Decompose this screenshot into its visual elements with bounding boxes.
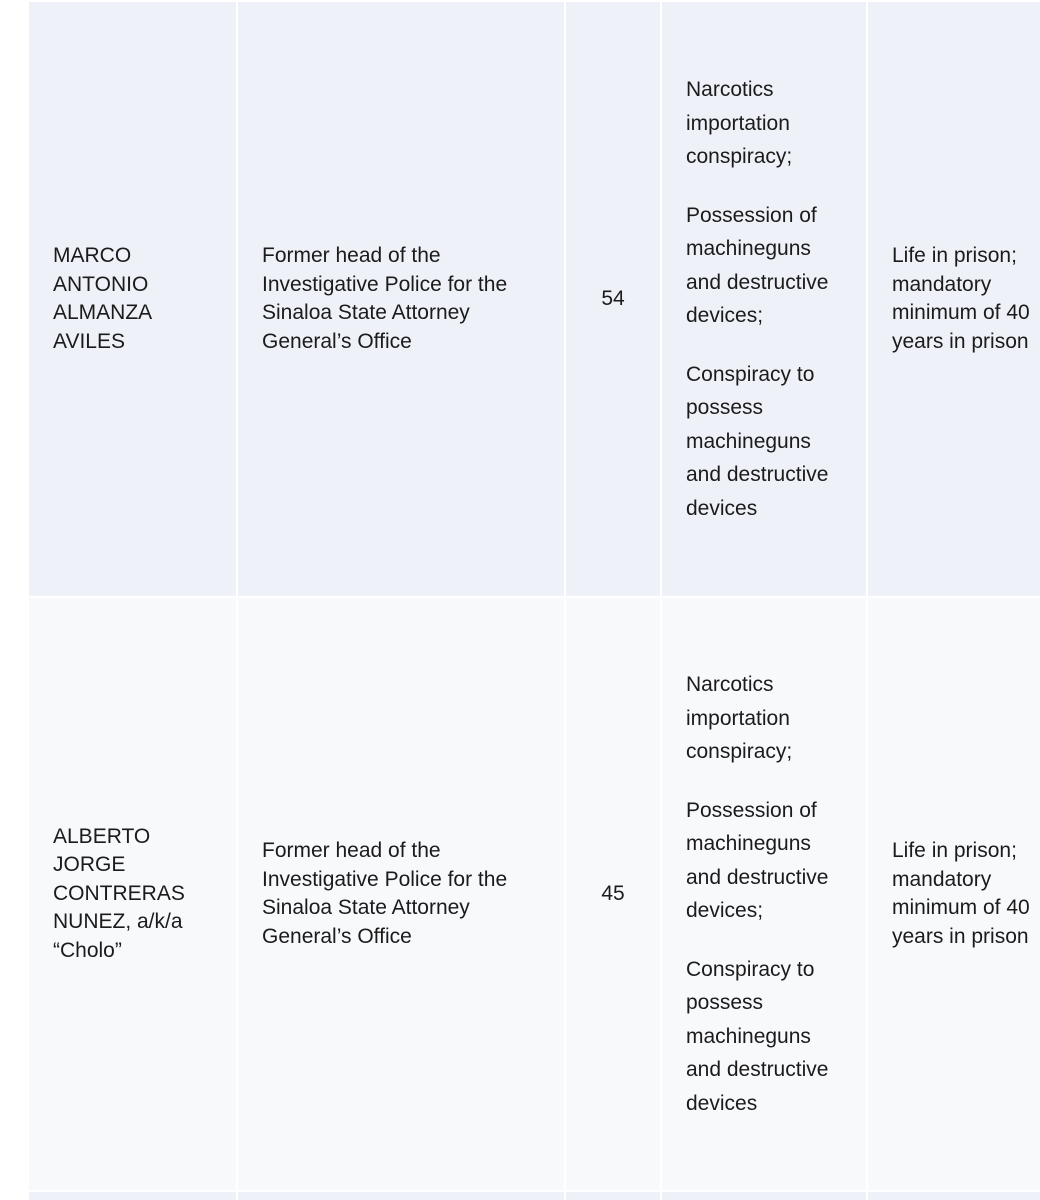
empty-cell bbox=[28, 1191, 237, 1200]
table-row bbox=[28, 597, 1040, 1191]
charge-item: Narcotics importation conspiracy; bbox=[686, 673, 793, 763]
charge-item: Conspiracy to possess machineguns and destructive devices bbox=[686, 957, 829, 1115]
age-cell: 54 bbox=[565, 1, 661, 597]
empty-cell bbox=[661, 1191, 867, 1200]
defendant-name-cell: MARCO ANTONIO ALMANZA AVILES bbox=[28, 1, 237, 597]
empty-cell bbox=[237, 1191, 565, 1200]
penalty-cell: Life in prison; mandatory minimum of 40 years in prison bbox=[867, 597, 1040, 1191]
charges-cell bbox=[661, 1, 867, 597]
position-cell: Former head of the Investigative Police for the Sinaloa State Attorney General’s Office bbox=[237, 597, 565, 1191]
empty-cell bbox=[867, 1191, 1040, 1200]
charge-item: Narcotics importation conspiracy; bbox=[686, 78, 793, 168]
charge-item: Possession of machineguns and destructive devices; bbox=[686, 203, 829, 327]
charge-item: Possession of machineguns and destructive devices; bbox=[686, 798, 829, 922]
empty-cell bbox=[565, 1191, 661, 1200]
charges-cell bbox=[661, 597, 867, 1191]
penalty-cell: Life in prison; mandatory minimum of 40 years in prison bbox=[867, 1, 1040, 597]
position-cell: Former head of the Investigative Police for the Sinaloa State Attorney General’s Office bbox=[237, 1, 565, 597]
defendant-name-cell: ALBERTO JORGE CONTRERAS NUNEZ, a/k/a “Cholo” bbox=[28, 597, 237, 1191]
defendants-table-container bbox=[27, 0, 1040, 1200]
age-cell: 45 bbox=[565, 597, 661, 1191]
charge-item: Conspiracy to possess machineguns and destructive devices bbox=[686, 362, 829, 520]
defendants-table bbox=[27, 0, 1040, 1200]
table-row bbox=[28, 1, 1040, 597]
table-row-partial bbox=[28, 1191, 1040, 1200]
